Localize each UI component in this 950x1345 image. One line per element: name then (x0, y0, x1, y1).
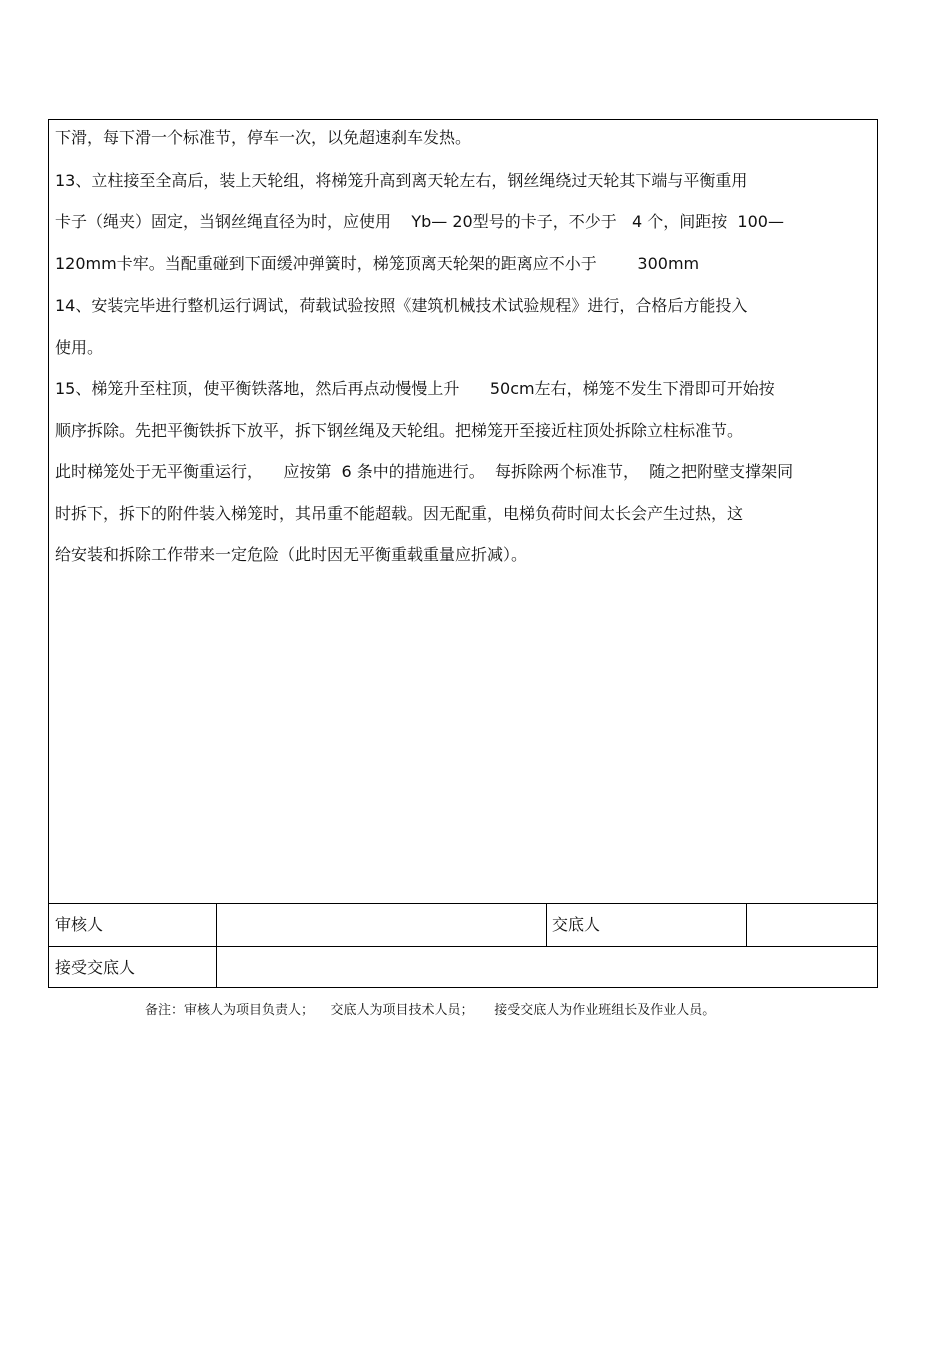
body-line: 时拆下，拆下的附件装入梯笼时，其吊重不能超载。因无配重，电梯负荷时间太长会产生过热，这 (55, 504, 744, 523)
discloser-field[interactable] (746, 904, 877, 946)
body-line: 14、安装完毕进行整机运行调试，荷载试验按照《建筑机械技术试验规程》进行，合格后方能投入 (55, 296, 748, 315)
table-divider (216, 904, 217, 988)
document-frame (48, 119, 878, 988)
reviewer-field[interactable] (216, 904, 546, 946)
table-divider (49, 946, 877, 947)
footnote: 备注：审核人为项目负责人； 交底人为项目技术人员； 接受交底人为作业班组长及作业人员。 (145, 1003, 716, 1018)
body-line: 使用。 (55, 338, 104, 357)
body-line: 13、立柱接至全高后，装上天轮组，将梯笼升高到离天轮左右，钢丝绳绕过天轮其下端与平衡重用 (55, 171, 748, 190)
discloser-label: 交底人 (552, 915, 601, 934)
body-line: 15、梯笼升至柱顶，使平衡铁落地，然后再点动慢慢上升 50cm左右，梯笼不发生下滑即可开始按 (55, 379, 775, 398)
body-text (55, 120, 870, 903)
receiver-field[interactable] (216, 947, 877, 989)
body-line: 卡子（绳夹）固定，当钢丝绳直径为时，应使用 Yb— 20型号的卡子，不少于 4 个，间距按 100— (55, 212, 784, 231)
reviewer-label: 审核人 (55, 915, 104, 934)
table-divider (746, 904, 747, 946)
signature-table (49, 903, 877, 988)
table-divider (546, 904, 547, 946)
body-line: 顺序拆除。先把平衡铁拆下放平，拆下钢丝绳及天轮组。把梯笼开至接近柱顶处拆除立柱标准节。 (55, 421, 744, 440)
body-line: 下滑，每下滑一个标准节，停车一次，以免超速刹车发热。 (55, 128, 472, 147)
body-line: 给安装和拆除工作带来一定危险（此时因无平衡重载重量应折减）。 (55, 545, 528, 564)
body-line: 此时梯笼处于无平衡重运行， 应按第 6 条中的措施进行。 每拆除两个标准节， 随之把附壁支撑架同 (55, 462, 794, 481)
body-line: 120mm卡牢。当配重碰到下面缓冲弹簧时，梯笼顶离天轮架的距离应不小于 300mm (55, 254, 700, 273)
receiver-label: 接受交底人 (55, 958, 136, 977)
